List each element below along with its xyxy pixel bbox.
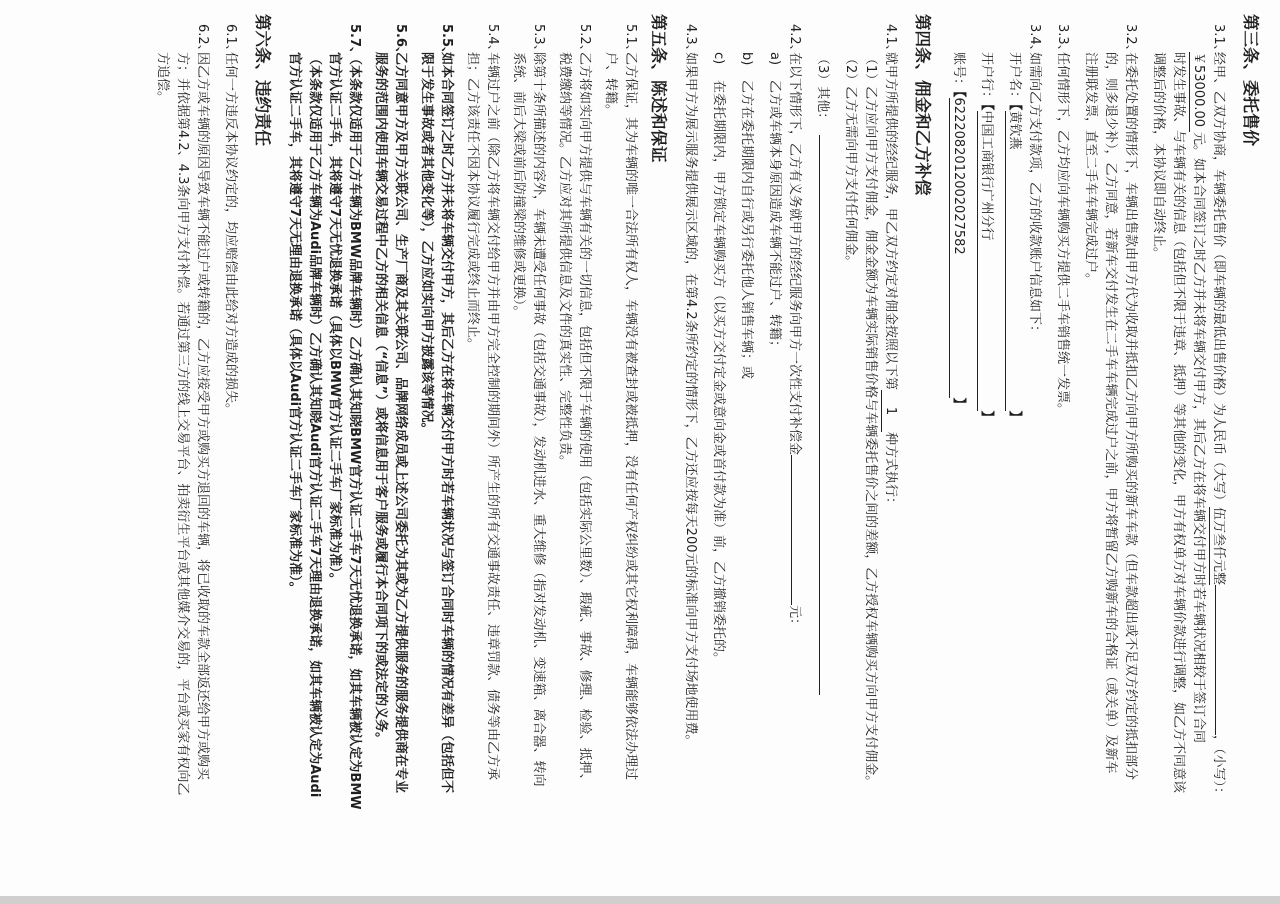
payee-name-field: 黄钦燕 [1005,111,1022,411]
clause-text: 除第十条所描述的内容外，车辆未遭受任何事故（包括交通事故），发动机进水、重大维修（指对发动机、变速箱、离合器、转向 [531,52,546,787]
payee-label: 开户名： [1007,52,1022,105]
clause-3-1-line-1 [1209,24,1226,800]
clause-text: 因乙方或车辆的原因导致车辆不能过户或转籍的，乙方应接受甲方或购买方退回的车辆，将已收取的车款全部返还给甲方或购买 [195,52,210,781]
clause-5-1-line-2: 户、转籍。 [603,52,618,118]
price-in-figures-field: ￥53000.00 [1189,52,1206,132]
item-text: 乙方在委托期限内自行或另行委托他人销售车辆；或 [739,80,754,380]
commission-option-2: （2）乙方无需向甲方支付任何佣金。 [843,52,858,269]
clause-3-4 [1026,24,1042,338]
rotated-content [12,14,1272,890]
bracket-open: 【 [951,91,966,98]
clause-number: 4.2、 [787,24,802,58]
option-label: （3）其他： [815,52,830,126]
clause-text: 任何情形下，乙方均应向车辆购买方提供二手车销售统一发票。 [1055,52,1070,417]
clause-4-1-line-1 [881,24,898,510]
clause-4-2-item-c [710,52,726,665]
clause-number: 4.3、 [683,24,698,58]
clause-number: 5.6、 [393,24,408,61]
clause-3-2-line-2: 的，则多退少补），乙方同意，若新车交付发生在二手车车辆完成过户之前，甲方将暂留乙方购新车的合格证（或关单）及新车 [1103,52,1118,774]
article-6-heading: 第六条、违约责任 [253,14,272,146]
clause-5-6-line-2: 服务的范围内使用车辆交易过程中乙方的相关信息（“信息”）或将信息用于客户服务或履行本合同项下的或法定的义务。 [373,52,388,746]
clause-number: 3.2、 [1123,24,1138,58]
clause-4-2-line-1 [786,24,802,631]
item-text: 在委托期限内，甲方锁定车辆购买方（以买方交付定金或意向金或首付款为准）前，乙方撤销委托的。 [711,80,726,666]
clause-5-6-line-1 [392,24,408,793]
clause-6-1 [222,24,238,416]
clause-6-2-line-3: 方追偿。 [155,52,170,105]
clause-3-2-line-1 [1122,24,1138,780]
clause-text: 在以下情形下，乙方有义务就甲方的经纪服务向甲方一次性支付补偿金 [787,52,802,456]
clause-text: 元： [787,605,802,632]
item-letter: b) [739,52,754,66]
clause-number: 5.1、 [623,24,638,58]
bank-row [977,52,994,424]
clause-5-7-line-1 [346,24,362,810]
clause-text: 如果甲方为展示服务提供展示区域的，在第4.2条所约定的情形下，乙方还应按每天200元的标准向甲方支付场地使用费。 [683,52,698,748]
clause-4-3 [682,24,698,748]
scan-edge-shadow [0,896,1280,904]
item-letter: a) [767,52,782,66]
clause-5-4-line-2: 担；乙方该责任不因本协议履行完成或终止而终止。 [465,52,480,352]
clause-number: 3.4、 [1027,24,1042,58]
clause-number: 5.4、 [485,24,500,58]
clause-number: 5.3、 [531,24,546,58]
article-5-heading: 第五条、陈述和保证 [649,14,668,163]
clause-number: 4.1、 [883,24,898,58]
clause-5-5-line-2: 限于发生事故或者其他变化等），乙方应如实向甲方披露该等情况。 [419,52,434,436]
clause-5-1-line-1 [622,24,638,780]
account-row [949,52,966,411]
account-number-field: 6222082012002027582 [949,98,966,398]
price-in-words-field: 伍万叁仟元整 [1211,507,1226,586]
article-3-heading: 第三条、委托售价 [1241,14,1260,146]
clause-5-7-line-4: 官方认证二手车，其将遵守7天无理由退换承诺（具体以Audi官方认证二手车厂家标准为准）。 [287,52,302,595]
clause-5-3-line-1 [530,24,546,787]
clause-3-1-line-4: 调整后的价格，本协议即自动终止。 [1151,52,1166,261]
blank-line [1215,585,1216,735]
clause-text: 元。如本合同签订之时乙方并未将车辆交付甲方，其后乙方在将车辆交付甲方时若车辆状况相较于签订合同 [1191,132,1206,744]
clause-number: 5.5、 [439,24,454,61]
bracket-open: 【 [979,104,994,111]
bracket-close: 】 [951,397,966,411]
clause-text: 在委托处置的情形下，车辆出售款由甲方代为收取并抵扣乙方向甲方所购买的新车车款（但车款超出或不足双方约定的抵扣部分 [1123,52,1138,781]
clause-5-3-line-2: 系统、前后大梁或前后防撞梁的维修或更换）。 [511,52,526,319]
commission-option-3 [814,52,830,695]
bracket-close: 】 [1007,410,1022,424]
clause-text: 车辆过户之前（除乙方将车辆交付给甲方并由甲方完全控制的期间外）所产生的所有交通事故责任、违章罚款、债务等由乙方承 [485,52,500,781]
clause-number: 3.1、 [1211,24,1226,58]
bank-name-field: 中国工商银行广州分行 [977,111,994,411]
clause-number: 5.2、 [577,24,592,58]
bracket-open: 【 [1007,104,1022,111]
clause-number: 6.2、 [195,24,210,58]
clause-5-7-line-2: 官方认证二手车，其将遵守7天无忧退换承诺（具体以BMW官方认证二手车厂家标准为准）。 [327,52,342,586]
clause-text: 任何一方违反本协议约定的，均应赔偿由此给对方造成的损失。 [223,52,238,417]
clause-5-4-line-1 [484,24,500,780]
clause-3-3 [1054,24,1070,416]
clause-text: 乙方保证，其为车辆的唯一合法所有权人，车辆没有被查封或被抵押，没有任何产权纠纷或其它权利障碍，车辆能够依法办理过 [623,52,638,781]
clause-number: 3.3、 [1055,24,1070,58]
clause-text: 经甲、乙双方协商，车辆委托售价（即车辆的最低出售价格）为人民币（大写） [1211,52,1226,508]
clause-5-7-line-3: （本条款仅适用于乙方车辆为Audi品牌车辆时）乙方确认其知晓Audi官方认证二手车7天理由退换承诺，如其车辆被认定为Audi [307,52,322,798]
commission-option-1: （1）乙方应向甲方支付佣金，佣金金额为车辆实际销售价格与车辆委托售价之间的差额，乙方授权车辆购买方向甲方支付佣金。 [863,52,878,789]
clause-4-2-item-a [766,52,782,353]
clause-text: 如需向乙方支付款项，乙方的收款账户信息如下： [1027,52,1042,339]
clause-6-2-line-1 [194,24,210,780]
blank-line [819,135,820,695]
clause-number: 6.1、 [223,24,238,58]
clause-4-2-item-b [738,52,754,379]
payee-name-row [1005,52,1022,424]
blank-line [791,455,792,605]
clause-3-2-line-3: 注册联发票，直至二手车车辆完成过户。 [1083,52,1098,287]
clause-5-5-line-1 [438,24,454,793]
option-choice-field: 1 [881,390,898,432]
clause-text: 如本合同签订之时乙方并未将车辆交付甲方，其后乙方在将车辆交付甲方时若车辆状况与签订合同时车辆的情况有差异（包括但不 [439,52,454,794]
bank-label: 开户行： [979,52,994,105]
bracket-close: 】 [979,410,994,424]
clause-text: 种方式执行： [883,432,898,511]
clause-text: 乙方将如实向甲方提供与车辆有关的一切信息，包括但不限于车辆的使用（包括实际公里数）、瑕疵、事故、修理、检验、抵押、 [577,52,592,787]
clause-3-1-line-3: 时发生事故、与车辆有关的信息（包括但不限于违章、抵押）等其他的变化，甲方有权单方对车辆价款进行调整，如乙方不同意该 [1171,52,1186,794]
item-text: 乙方或车辆本身原因造成车辆不能过户、转籍； [767,80,782,354]
clause-5-2-line-2: 税费缴纳等情况。乙方应对其所提供信息及文件的真实性、完整性负责。 [557,52,572,469]
clause-3-1-line-2 [1189,52,1206,743]
clause-5-2-line-1 [576,24,592,787]
clause-text: 就甲方所提供的经纪服务，甲乙双方约定对佣金按照以下第 [883,52,898,391]
clause-text: （本条款仅适用于乙方车辆为BMW品牌车辆时）乙方确认其知晓BMW官方认证二手车7天无忧退换承诺，如其车辆被认定为BMW [347,52,362,810]
account-label: 账号： [951,52,966,92]
clause-number: 5.7、 [347,24,362,61]
clause-text: ，（小写）： [1211,735,1226,801]
clause-6-2-line-2: 方；并依据第4.2、4.3条向甲方支付补偿。若通过第三方的线上交易平台、拍卖衍生平台或其他媒介交易的，平台或买家有权向乙 [175,52,190,796]
clause-text: 乙方同意甲方及甲方关联公司、生产厂商及其关联公司、品牌网络成员或上述公司委托为其或为乙方提供服务的服务提供商在专业 [393,52,408,794]
item-letter: c) [711,52,726,65]
article-4-heading: 第四条、佣金和乙方补偿 [913,14,932,196]
